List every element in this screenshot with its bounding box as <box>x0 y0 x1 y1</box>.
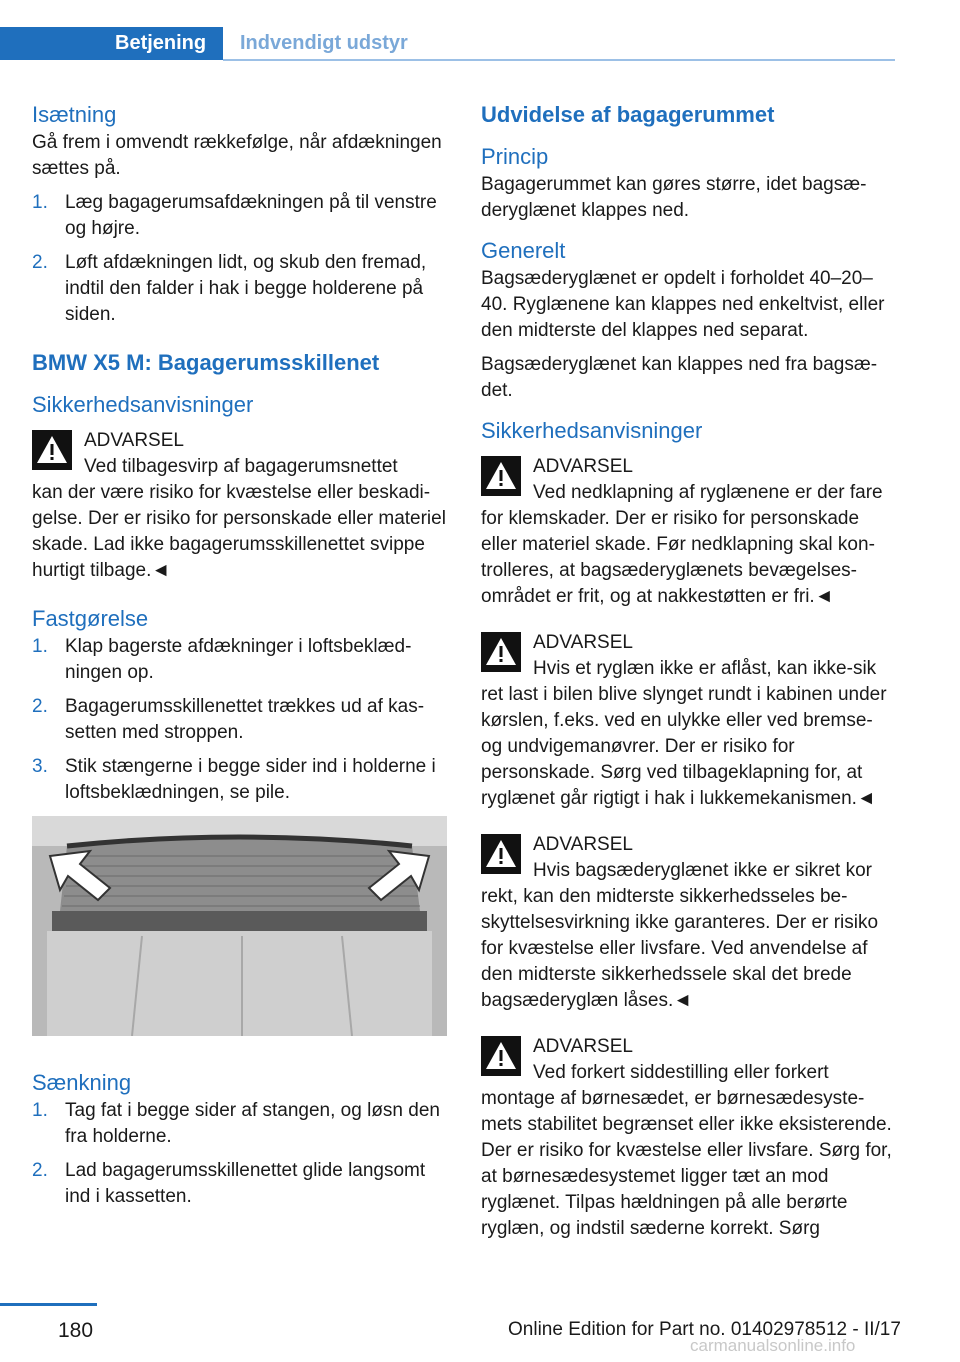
warning-block <box>481 1034 897 1242</box>
warning-block <box>481 630 897 812</box>
saenkning-steps <box>32 1098 450 1210</box>
fastgorelse-steps <box>32 634 450 806</box>
watermark: carmanualsonline.info <box>690 1336 856 1355</box>
list-item: 1. Klap bagerste afdækninger i loftsbeklædningen op. <box>32 636 412 683</box>
edition-note: Online Edition for Part no. 01402978512 - II/17 <box>508 1319 901 1340</box>
right-column <box>481 100 897 1242</box>
list-item: 2. Bagagerumsskillenettet trækkes ud af kassetten med stroppen. <box>32 696 425 743</box>
generelt-text-1: Bagsæderyglænet er opdelt i forholdet 40–20–40. Ryglænene kan klappes ned enkeltvist, eller den midterste del klappes ned separat. <box>481 268 885 341</box>
fastgorelse-heading: Fastgørelse <box>32 606 149 631</box>
cargo-net-photo <box>32 816 447 1036</box>
list-item: 1. Tag fat i begge sider af stangen, og løsn den fra holderne. <box>32 1100 440 1147</box>
warning-triangle-icon <box>32 430 72 470</box>
warning-label: ADVARSEL <box>533 834 633 855</box>
list-item: 3. Stik stængerne i begge sider ind i holderne i loftsbeklædningen, se pile. <box>32 756 436 803</box>
cargo-net-illustration <box>32 816 447 1036</box>
tab-betjening-label: Betjening <box>115 32 207 54</box>
warning-text-first: Ved tilbagesvirp af bagagerumsnettet <box>84 456 398 477</box>
warning-triangle-icon <box>481 834 521 874</box>
warning-triangle-icon <box>481 1036 521 1076</box>
generelt-heading: Generelt <box>481 238 566 263</box>
isaetning-intro: Gå frem i omvendt rækkefølge, når afdækningen sættes på. <box>32 132 442 179</box>
footer-divider <box>0 1303 97 1306</box>
safety-heading: Sikkerhedsanvisninger <box>32 392 254 417</box>
isaetning-heading: Isætning <box>32 102 117 127</box>
tab-indvendigt-udstyr[interactable]: Indvendigt udstyr <box>240 32 408 54</box>
generelt-text-2: Bagsæderyglænet kan klappes ned fra bagsædet. <box>481 354 878 401</box>
warning-triangle-icon <box>481 632 521 672</box>
warning-text: ret last i bilen blive slynget rundt i kabinen under kørslen, f.eks. ved en ulykke eller ved bremse- og undvigemanøvrer. Der er risiko for personskade. Sørg ved tilbageklapning for, at ryglænet går rigtigt i hak i lukkemekanismen.◄ <box>481 684 887 809</box>
isaetning-steps <box>32 190 450 328</box>
princip-text: Bagagerummet kan gøres større, idet bagsæderyglænet klappes ned. <box>481 174 867 221</box>
warning-text: kan der være risiko for kvæstelse eller beskadigelse. Der er risiko for personskade eller materiel skade. Lad ikke bagagerumsskillenettet svippe hurtigt tilbage.◄ <box>32 482 446 581</box>
udvidelse-heading: Udvidelse af bagagerummet <box>481 102 775 127</box>
warning-block <box>481 454 897 610</box>
left-column <box>32 100 450 1218</box>
header-tabs <box>0 0 896 62</box>
page-number: 180 <box>58 1319 94 1342</box>
saenkning-heading: Sænkning <box>32 1070 132 1095</box>
section-heading-bagagerumsskillenet: BMW X5 M: Bagagerumsskillenet <box>32 350 380 375</box>
list-item: 1. Læg bagagerumsafdækningen på til venstre og højre. <box>32 192 437 239</box>
warning-text: for klemskader. Der er risiko for personskade eller materiel skade. Før nedklapning skal kontrolleres, at bagsæderyglænets bevægelsesområdet er frit, og at nakkestøtten er fri.◄ <box>481 508 875 607</box>
warning-block <box>481 832 897 1014</box>
warning-text-first: Hvis et ryglæn ikke er aflåst, kan ikke-sik <box>533 658 877 679</box>
warning-block <box>32 428 450 584</box>
warning-text: montage af børnesædet, er børnesædesystemets stabilitet begrænset eller ikke eksisterende. Der er risiko for kvæstelse eller livsfare. Sørg for, at børnesædesystemet ligger tæt an mod ryglænet. Tilpas hældningen på alle berørte ryglæn, og indstil sæderne korrekt. Sørg <box>481 1088 892 1239</box>
safety-heading: Sikkerhedsanvisninger <box>481 418 703 443</box>
warning-label: ADVARSEL <box>533 1036 633 1057</box>
header-divider <box>223 59 895 61</box>
list-item: 2. Løft afdækningen lidt, og skub den fremad, indtil den falder i hak i begge holderene på siden. <box>32 252 427 325</box>
warning-text-first: Ved nedklapning af ryglænene er der fare <box>533 482 883 503</box>
princip-heading: Princip <box>481 144 549 169</box>
warning-text: rekt, kan den midterste sikkerhedsseles beskyttelsesvirkning ikke garanteres. Der er risiko for kvæstelse eller livsfare. Ved anvendelse af den midterste sikkerhedssele skal det brede bagsæderyglæn låses.◄ <box>481 886 879 1011</box>
warning-text-first: Hvis bagsæderyglænet ikke er sikret kor <box>533 860 872 881</box>
warning-label: ADVARSEL <box>533 632 633 653</box>
warning-text-first: Ved forkert siddestilling eller forkert <box>533 1062 829 1083</box>
warning-label: ADVARSEL <box>84 430 184 451</box>
warning-triangle-icon <box>481 456 521 496</box>
warning-label: ADVARSEL <box>533 456 633 477</box>
list-item: 2. Lad bagagerumsskillenettet glide langsomt ind i kassetten. <box>32 1160 426 1207</box>
